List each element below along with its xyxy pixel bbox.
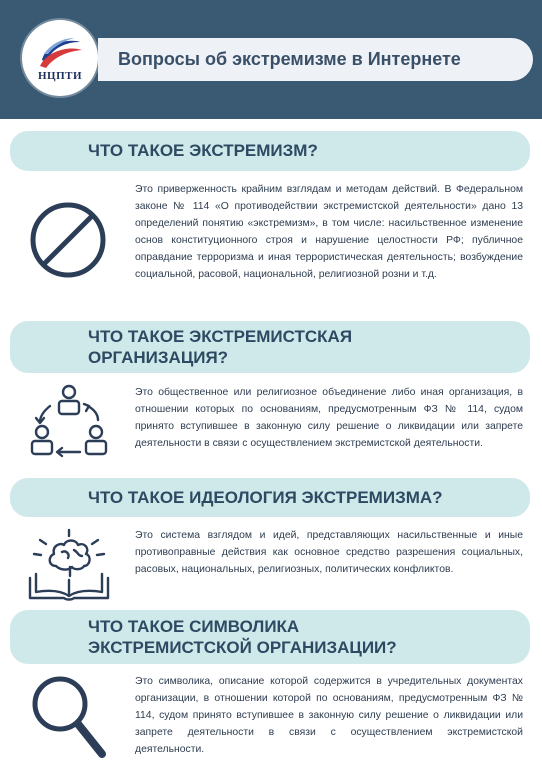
prohibited-icon bbox=[28, 200, 108, 280]
section-heading-3: ЧТО ТАКОЕ ИДЕОЛОГИЯ ЭКСТРЕМИЗМА? bbox=[88, 487, 443, 507]
section-heading-bar-3 bbox=[10, 478, 530, 517]
section-text-4: Это символика, описание которой содержится в учредительных документах организации, в отношении которой по основаниям, предусмотренным ФЗ № 114, судом принято вступившее в законную силу решение о ликвидации или запрете деятельности в связи с осуществлением экстремистской деятельности. bbox=[135, 676, 523, 755]
logo-swoosh-icon bbox=[22, 20, 98, 96]
section-heading-4: ЧТО ТАКОЕ СИМВОЛИКА ЭКСТРЕМИСТСКОЙ ОРГАНИЗАЦИИ? bbox=[88, 616, 397, 657]
logo-text: НЦПТИ bbox=[37, 70, 83, 82]
section-text-2: Это общественное или религиозное объединение либо иная организация, в отношении которых по основаниям, предусмотренным ФЗ № 114, судом принято вступившее в законную силу решение о ликвидации или запрете деятельности в связи с осуществлением экстремистской деятельности. bbox=[135, 387, 523, 449]
section-heading-bar-2 bbox=[10, 321, 530, 373]
section-heading-2: ЧТО ТАКОЕ ЭКСТРЕМИСТСКАЯ ОРГАНИЗАЦИЯ? bbox=[88, 326, 353, 367]
page-header bbox=[0, 0, 542, 119]
section-heading-1: ЧТО ТАКОЕ ЭКСТРЕМИЗМ? bbox=[88, 141, 318, 161]
page-title: Вопросы об экстремизме в Интернете bbox=[118, 49, 461, 69]
section-heading-bar-1 bbox=[10, 131, 530, 171]
organization-cycle-icon bbox=[28, 382, 110, 464]
page-title-bar bbox=[98, 38, 533, 81]
section-text-3: Это система взглядом и идей, представляющих насильственные и иные противоправные действия как основное средство разрешения социальных, расовых, национальных, религиозных, политических конфликтов. bbox=[135, 530, 523, 575]
logo bbox=[22, 20, 98, 96]
section-text-1: Это приверженность крайним взглядам и методам действий. В Федеральном законе № 114 «О противодействии экстремистской деятельности» дано 13 определений понятию «экстремизм», в том числе: насильственное изменение основ конституционного строя и нарушение целостности РФ; публичное оправдание терроризма и иная террористическая деятельность; возбуждение социальной, расовой, национальной, религиозной розни и т.д. bbox=[135, 184, 523, 280]
magnifier-icon bbox=[28, 672, 108, 762]
brain-book-icon bbox=[26, 528, 112, 604]
section-heading-bar-4 bbox=[10, 610, 530, 664]
